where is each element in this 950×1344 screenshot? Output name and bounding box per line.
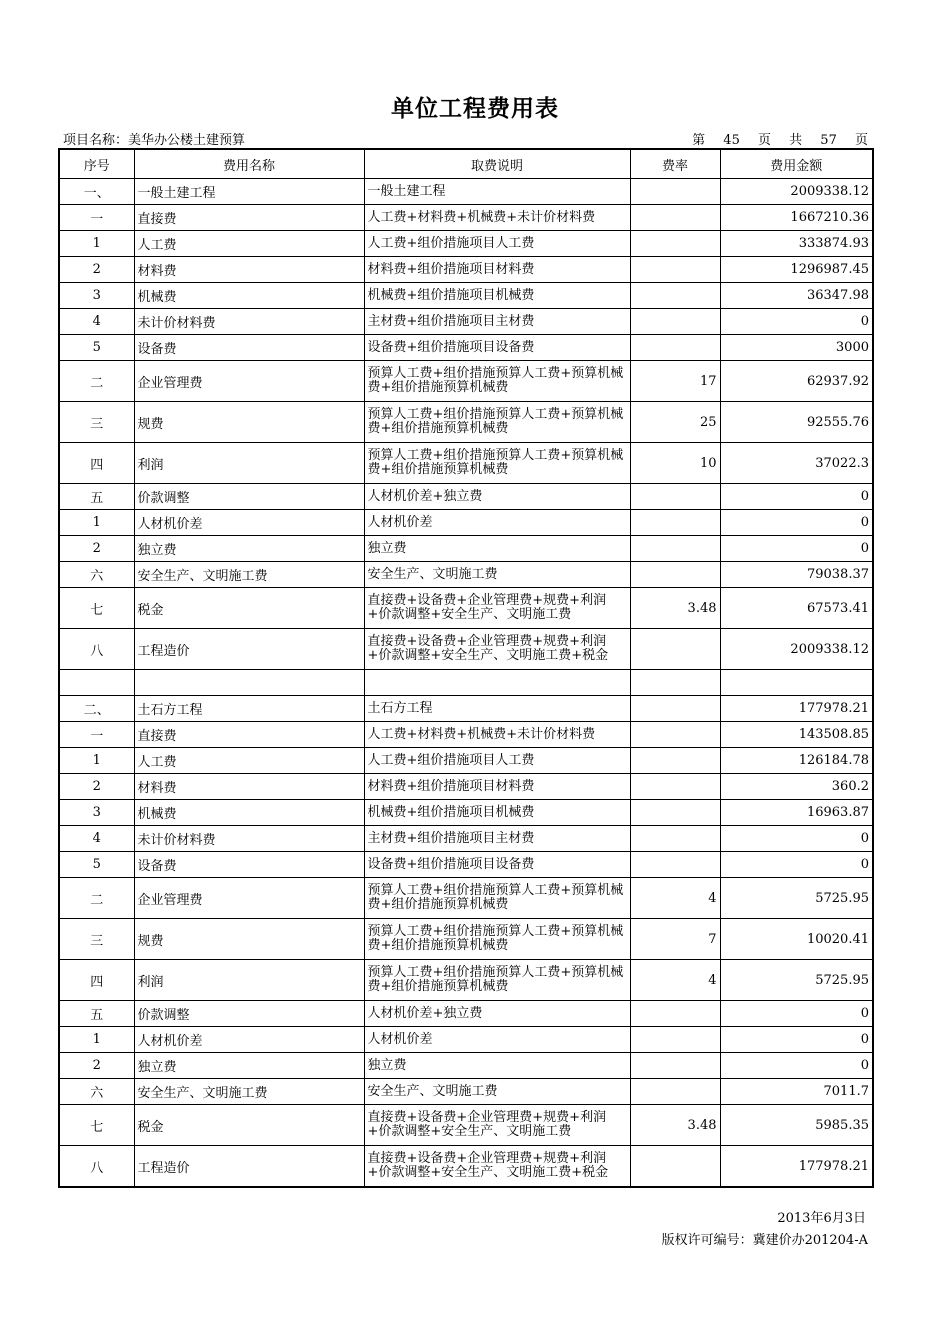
cell-name: 材料费 [134, 257, 364, 283]
cell-amount: 177978.21 [720, 696, 873, 722]
cell-name: 人工费 [134, 231, 364, 257]
cell-name: 未计价材料费 [134, 826, 364, 852]
cell-desc: 人工费+组价措施项目人工费 [364, 231, 630, 257]
cell-name: 工程造价 [134, 1146, 364, 1188]
cell-desc: 人工费+材料费+机械费+未计价材料费 [364, 722, 630, 748]
table-row [59, 179, 873, 205]
cell-rate [630, 231, 720, 257]
cell-name: 企业管理费 [134, 878, 364, 919]
cell-amount: 1296987.45 [720, 257, 873, 283]
table-row [59, 402, 873, 443]
header-desc: 取费说明 [364, 149, 630, 179]
cell-amount: 10020.41 [720, 919, 873, 960]
cell-rate [630, 1146, 720, 1188]
cell-seq: 五 [59, 484, 134, 510]
table-row [59, 774, 873, 800]
header-name: 费用名称 [134, 149, 364, 179]
cell-seq: 2 [59, 1053, 134, 1079]
cell-seq: 四 [59, 960, 134, 1001]
cell-seq: 一 [59, 205, 134, 231]
table-row [59, 1001, 873, 1027]
cell-amount: 0 [720, 852, 873, 878]
header-rate: 费率 [630, 149, 720, 179]
table-row [59, 960, 873, 1001]
table-row [59, 536, 873, 562]
cell-rate [630, 484, 720, 510]
table-row [59, 696, 873, 722]
cell-seq: 二 [59, 361, 134, 402]
cell-amount: 3000 [720, 335, 873, 361]
cell-name: 人工费 [134, 748, 364, 774]
table-row [59, 748, 873, 774]
cell-amount: 36347.98 [720, 283, 873, 309]
cell-name: 安全生产、文明施工费 [134, 1079, 364, 1105]
table-row [59, 1146, 873, 1188]
cell-seq: 2 [59, 774, 134, 800]
cell-amount: 92555.76 [720, 402, 873, 443]
fee-table-body [59, 179, 873, 1188]
cell-name: 材料费 [134, 774, 364, 800]
cell-amount: 0 [720, 484, 873, 510]
cell-amount: 2009338.12 [720, 179, 873, 205]
cell-rate [630, 283, 720, 309]
cell-seq: 1 [59, 231, 134, 257]
cell-amount: 333874.93 [720, 231, 873, 257]
table-row [59, 484, 873, 510]
table-row [59, 878, 873, 919]
cell-amount: 16963.87 [720, 800, 873, 826]
cell-rate [630, 536, 720, 562]
cell-seq [59, 670, 134, 696]
cell-desc: 预算人工费+组价措施预算人工费+预算机械费+组价措施预算机械费 [364, 919, 630, 960]
cell-rate [630, 309, 720, 335]
cell-seq: 一 [59, 722, 134, 748]
cell-amount: 0 [720, 826, 873, 852]
document-title: 单位工程费用表 [391, 95, 559, 122]
cell-desc [364, 670, 630, 696]
cell-desc: 人工费+材料费+机械费+未计价材料费 [364, 205, 630, 231]
cell-seq: 八 [59, 629, 134, 670]
table-row [59, 1105, 873, 1146]
cell-rate [630, 748, 720, 774]
cell-seq: 一、 [59, 179, 134, 205]
cell-rate: 4 [630, 878, 720, 919]
cell-desc: 材料费+组价措施项目材料费 [364, 257, 630, 283]
table-row [59, 231, 873, 257]
cell-rate [630, 774, 720, 800]
cell-desc: 预算人工费+组价措施预算人工费+预算机械费+组价措施预算机械费 [364, 960, 630, 1001]
fee-table [58, 148, 874, 1188]
cell-seq: 1 [59, 510, 134, 536]
cell-desc: 预算人工费+组价措施预算人工费+预算机械费+组价措施预算机械费 [364, 443, 630, 484]
cell-seq: 二、 [59, 696, 134, 722]
cell-desc: 人工费+组价措施项目人工费 [364, 748, 630, 774]
cell-amount: 0 [720, 1053, 873, 1079]
table-row [59, 283, 873, 309]
cell-amount: 0 [720, 1027, 873, 1053]
cell-seq: 4 [59, 826, 134, 852]
cell-desc: 预算人工费+组价措施预算人工费+预算机械费+组价措施预算机械费 [364, 878, 630, 919]
table-row [59, 1053, 873, 1079]
cell-name: 利润 [134, 443, 364, 484]
cell-desc: 机械费+组价措施项目机械费 [364, 800, 630, 826]
cell-rate [630, 1001, 720, 1027]
header-seq: 序号 [59, 149, 134, 179]
cell-rate [630, 335, 720, 361]
cell-desc: 直接费+设备费+企业管理费+规费+利润+价款调整+安全生产、文明施工费 [364, 588, 630, 629]
cell-rate: 4 [630, 960, 720, 1001]
cell-desc: 土石方工程 [364, 696, 630, 722]
page-current: 45 [723, 133, 740, 148]
cell-seq: 2 [59, 536, 134, 562]
cell-desc: 独立费 [364, 536, 630, 562]
cell-seq: 5 [59, 335, 134, 361]
cell-desc: 直接费+设备费+企业管理费+规费+利润+价款调整+安全生产、文明施工费+税金 [364, 1146, 630, 1188]
cell-amount: 0 [720, 309, 873, 335]
page-info-di: 第 [692, 133, 706, 148]
cell-rate: 25 [630, 402, 720, 443]
cell-desc: 主材费+组价措施项目主材费 [364, 826, 630, 852]
cell-amount: 7011.7 [720, 1079, 873, 1105]
cell-rate [630, 257, 720, 283]
cell-rate [630, 1079, 720, 1105]
cell-desc: 预算人工费+组价措施预算人工费+预算机械费+组价措施预算机械费 [364, 361, 630, 402]
table-row [59, 309, 873, 335]
cell-desc: 直接费+设备费+企业管理费+规费+利润+价款调整+安全生产、文明施工费+税金 [364, 629, 630, 670]
cell-desc: 安全生产、文明施工费 [364, 562, 630, 588]
cell-rate [630, 1053, 720, 1079]
cell-rate [630, 800, 720, 826]
cell-name: 土石方工程 [134, 696, 364, 722]
cell-desc: 主材费+组价措施项目主材费 [364, 309, 630, 335]
project-name: 项目名称：美华办公楼土建预算 [63, 133, 246, 148]
cell-name: 安全生产、文明施工费 [134, 562, 364, 588]
table-row [59, 722, 873, 748]
page-info-ye: 页 [757, 133, 771, 148]
cell-rate: 7 [630, 919, 720, 960]
cell-seq: 1 [59, 748, 134, 774]
cell-amount: 62937.92 [720, 361, 873, 402]
cell-desc: 人材机价差+独立费 [364, 1001, 630, 1027]
cell-rate [630, 826, 720, 852]
cell-name: 未计价材料费 [134, 309, 364, 335]
cell-name: 直接费 [134, 205, 364, 231]
page-info [678, 129, 868, 148]
cell-amount: 37022.3 [720, 443, 873, 484]
cell-name: 利润 [134, 960, 364, 1001]
cell-amount: 1667210.36 [720, 205, 873, 231]
cell-amount: 126184.78 [720, 748, 873, 774]
cell-amount: 0 [720, 510, 873, 536]
cell-rate [630, 670, 720, 696]
table-row [59, 588, 873, 629]
cell-name: 规费 [134, 402, 364, 443]
table-row [59, 205, 873, 231]
cell-seq: 3 [59, 283, 134, 309]
cell-amount: 0 [720, 536, 873, 562]
cell-name: 工程造价 [134, 629, 364, 670]
cell-rate [630, 1027, 720, 1053]
cell-rate: 3.48 [630, 588, 720, 629]
table-row [59, 562, 873, 588]
table-row [59, 1079, 873, 1105]
table-row [59, 335, 873, 361]
cell-seq: 七 [59, 1105, 134, 1146]
cell-name: 税金 [134, 1105, 364, 1146]
cell-name: 人材机价差 [134, 1027, 364, 1053]
cell-desc: 设备费+组价措施项目设备费 [364, 852, 630, 878]
cell-name: 价款调整 [134, 1001, 364, 1027]
cell-desc: 设备费+组价措施项目设备费 [364, 335, 630, 361]
footer-date: 2013年6月3日 [777, 1211, 866, 1226]
cell-amount: 2009338.12 [720, 629, 873, 670]
table-row [59, 257, 873, 283]
header-row [59, 149, 873, 179]
cell-rate: 17 [630, 361, 720, 402]
cell-rate [630, 696, 720, 722]
cell-desc: 机械费+组价措施项目机械费 [364, 283, 630, 309]
cell-seq: 五 [59, 1001, 134, 1027]
cell-desc: 材料费+组价措施项目材料费 [364, 774, 630, 800]
footer-license: 版权许可编号：冀建价办201204-A [661, 1233, 868, 1248]
cell-seq: 六 [59, 562, 134, 588]
header-amount: 费用金额 [720, 149, 873, 179]
cell-amount: 79038.37 [720, 562, 873, 588]
cell-seq: 三 [59, 402, 134, 443]
cell-name: 人材机价差 [134, 510, 364, 536]
cell-desc: 预算人工费+组价措施预算人工费+预算机械费+组价措施预算机械费 [364, 402, 630, 443]
cell-rate [630, 722, 720, 748]
cell-rate [630, 629, 720, 670]
table-row [59, 443, 873, 484]
cell-seq: 2 [59, 257, 134, 283]
cell-name: 独立费 [134, 536, 364, 562]
cell-rate [630, 179, 720, 205]
table-row [59, 852, 873, 878]
cell-seq: 5 [59, 852, 134, 878]
cell-name: 机械费 [134, 283, 364, 309]
cell-seq: 1 [59, 1027, 134, 1053]
cell-name: 设备费 [134, 335, 364, 361]
cell-name: 规费 [134, 919, 364, 960]
cell-rate [630, 205, 720, 231]
cell-name: 价款调整 [134, 484, 364, 510]
cell-rate [630, 852, 720, 878]
cell-seq: 二 [59, 878, 134, 919]
cell-desc: 人材机价差+独立费 [364, 484, 630, 510]
cell-amount [720, 670, 873, 696]
cell-seq: 七 [59, 588, 134, 629]
cell-desc: 人材机价差 [364, 510, 630, 536]
cell-name: 设备费 [134, 852, 364, 878]
cell-seq: 六 [59, 1079, 134, 1105]
cell-desc: 人材机价差 [364, 1027, 630, 1053]
cell-desc: 安全生产、文明施工费 [364, 1079, 630, 1105]
table-row [59, 800, 873, 826]
cell-amount: 67573.41 [720, 588, 873, 629]
cell-rate: 3.48 [630, 1105, 720, 1146]
cell-name: 直接费 [134, 722, 364, 748]
table-row [59, 826, 873, 852]
cell-seq: 3 [59, 800, 134, 826]
table-row [59, 361, 873, 402]
page-total: 57 [820, 133, 837, 148]
table-row [59, 919, 873, 960]
table-row [59, 1027, 873, 1053]
cell-rate [630, 562, 720, 588]
cell-name: 税金 [134, 588, 364, 629]
cell-rate [630, 510, 720, 536]
table-row [59, 510, 873, 536]
cell-name [134, 670, 364, 696]
cell-seq: 八 [59, 1146, 134, 1188]
cell-name: 企业管理费 [134, 361, 364, 402]
cell-amount: 143508.85 [720, 722, 873, 748]
cell-name: 独立费 [134, 1053, 364, 1079]
cell-desc: 独立费 [364, 1053, 630, 1079]
table-row [59, 670, 873, 696]
cell-amount: 5985.35 [720, 1105, 873, 1146]
cell-amount: 5725.95 [720, 878, 873, 919]
cell-amount: 0 [720, 1001, 873, 1027]
cell-amount: 177978.21 [720, 1146, 873, 1188]
table-row [59, 629, 873, 670]
cell-desc: 直接费+设备费+企业管理费+规费+利润+价款调整+安全生产、文明施工费 [364, 1105, 630, 1146]
cell-name: 一般土建工程 [134, 179, 364, 205]
cell-seq: 四 [59, 443, 134, 484]
cell-name: 机械费 [134, 800, 364, 826]
cell-amount: 5725.95 [720, 960, 873, 1001]
cell-seq: 三 [59, 919, 134, 960]
page-info-ye2: 页 [854, 133, 868, 148]
cell-amount: 360.2 [720, 774, 873, 800]
cell-seq: 4 [59, 309, 134, 335]
cell-rate: 10 [630, 443, 720, 484]
page-info-gong: 共 [789, 133, 803, 148]
cell-desc: 一般土建工程 [364, 179, 630, 205]
